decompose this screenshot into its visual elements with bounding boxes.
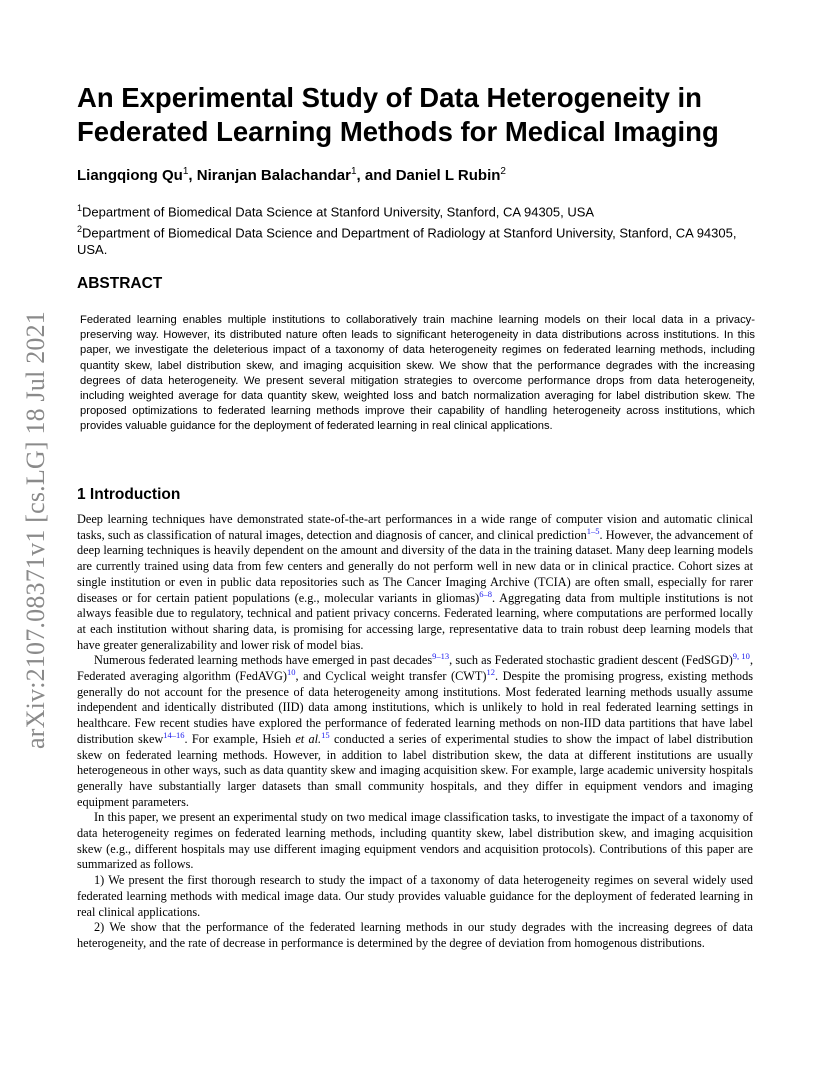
citation-link[interactable]: 14–16 — [163, 729, 185, 740]
author-name: Daniel L Rubin — [395, 167, 501, 184]
citation-link[interactable]: 9, 10 — [732, 651, 750, 662]
citation-link[interactable]: 15 — [321, 729, 330, 740]
paragraph: Numerous federated learning methods have emerged in past decades$^{9-13}$, such as Federated stochastic gradient descent (FedSGD)$^{9, 10}$, Federated averaging algorithm (FedAVG)$^{10}$, and Cyclical weight transfer (CWT)$^{12}$. Despite the promising progress, existing methods generally do not account for the presence of data heterogeneity among institutions. Most federated learning methods usually assume independent and identically distributed (IID) data among institutions, which is unlikely to hold in real federated learning settings in healthcare. Few recent studies have explored the performance of federated learning methods on non-IID data partitions that have label distribution skew$^{14-16}$. For example, Hsieh et al.$^{15}$ conducted a series of experimental studies to show the impact of label distribution skew on federated learning methods. However, in addition to label distribution skew, the data at different institutions are usually heterogeneous in other ways, such as data quantity skew and imaging acquisition skew. For example, large academic university hospitals generally have substantially larger datasets than small community hospitals, and they differ in equipment vendors and imaging equipment parameters. — [77, 651, 754, 809]
abstract-text: Federated learning enables multiple institutions to collaboratively train machine learning models on their local data in a privacy-preserving way. However, its distributed nature often leads to significant heterogeneity in data distributions across institutions. In this paper, we investigate the deleterious impact of a taxonomy of data heterogeneity regimes on federated learning methods, including quantity skew, label distribution skew, and imaging acquisition skew. We show that the performance degrades with the increasing degrees of data heterogeneity. We present several mitigation strategies to overcome performance drops from data heterogeneity, including weighted average for data quantity skew, weighted loss and batch normalization averaging for label distribution skew. The proposed optimizations to federated learning methods improve their capability of handling heterogeneity across institutions, which provides valuable guidance for the deployment of federated learning in real clinical applications. — [80, 314, 755, 433]
author-affil-mark: 1 — [182, 166, 189, 177]
citation-link[interactable]: 9–13 — [432, 651, 450, 662]
arxiv-stamp-text: arXiv:2107.08371v1 [cs.LG] 18 Jul 2021 — [21, 311, 50, 749]
affiliation-number: 1 — [77, 203, 83, 213]
citation-link[interactable]: 10 — [287, 666, 296, 677]
author-affil-mark: 2 — [500, 166, 506, 177]
contribution-item: 1) We present the first thorough research to study the impact of a taxonomy of data heterogeneity regimes on several widely used federated learning methods with medical image data. Our study provides valuable guidance for the deployment of federated learning in real clinical applications. — [77, 873, 753, 919]
author-name: Niranjan Balachandar — [196, 167, 351, 184]
paragraph: Deep learning techniques have demonstrated state-of-the-art performances in a wide range of computer vision and automatic clinical tasks, such as classification of natural images, detection and diagnosis of cancer, and clinical prediction$^{1-5}$. However, the advancement of deep learning techniques is heavily dependent on the amount and diversity of the data in the training dataset. Many deep learning models are currently trained using data from few centers and generally do not perform well in new data or in clinical practice. Cohort sizes at single institution or even in public data repositories such as The Cancer Imaging Archive (TCIA) are often small, especially for rarer diseases or for certain patient populations (e.g., molecular variants in gliomas)$^{6-8}$. Aggregating data from multiple institutions is not always feasible due to regulatory, technical and patient privacy concerns. Federated learning, where computations are performed locally at each institution without sharing data, is promising for accessing large, representative data to train robust deep learning models that have greater generalizability and lower risk of model bias. — [77, 512, 753, 652]
author-affil-mark: 1 — [350, 166, 357, 177]
body-text — [77, 512, 753, 952]
author-list: Liangqiong Qu$^1$, Niranjan Balachandar$^1$, and Daniel L Rubin$^2$ — [77, 166, 506, 184]
affiliation-text: Department of Biomedical Data Science and Department of Radiology at Stanford University, Stanford, CA 94305, USA. — [77, 225, 737, 257]
citation-link[interactable]: 1–5 — [586, 525, 600, 536]
section-heading-introduction: 1 Introduction — [77, 486, 181, 503]
contribution-item: 2) We show that the performance of the federated learning methods in our study degrades with the increasing degrees of data heterogeneity, and the rate of decrease in performance is determined by the degree of deviation from homogenous distributions. — [77, 920, 753, 950]
paragraph: In this paper, we present an experimental study on two medical image classification tasks, to investigate the impact of a taxonomy of data heterogeneity regimes on federated learning methods, including quantity skew, label distribution skew, and imaging acquisition skew (e.g., different hospitals may use different imaging equipment vendors and acquisition protocols). Contributions of this paper are summarized as follows. — [77, 810, 753, 872]
citation-link[interactable]: 6–8 — [479, 588, 492, 599]
affiliation-number: 2 — [77, 223, 83, 234]
paper-title: An Experimental Study of Data Heterogeneity in Federated Learning Methods for Medical Imaging — [77, 82, 719, 147]
author-name: Liangqiong Qu — [77, 167, 183, 184]
affiliations — [77, 200, 762, 258]
affiliation — [77, 200, 762, 221]
arxiv-stamp — [6, 290, 66, 770]
affiliation-text: Department of Biomedical Data Science at Stanford University, Stanford, CA 94305, USA — [82, 204, 595, 220]
affiliation — [77, 221, 762, 258]
abstract-heading: ABSTRACT — [77, 275, 163, 292]
citation-link[interactable]: 12 — [486, 666, 495, 677]
